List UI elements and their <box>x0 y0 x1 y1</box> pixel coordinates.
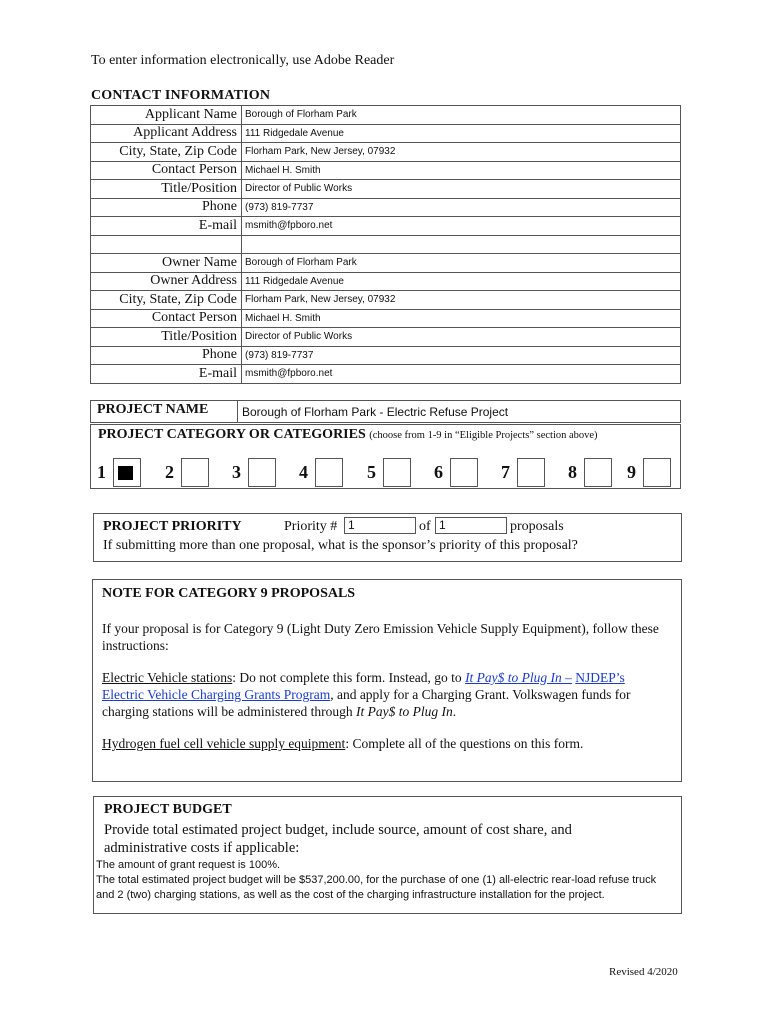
category-4-checkbox[interactable] <box>315 458 343 487</box>
priority-question: If submitting more than one proposal, what is the sponsor’s priority of this proposal? <box>103 538 578 553</box>
project-category-heading <box>98 427 598 443</box>
project-budget-instructions: Provide total estimated project budget, include source, amount of cost share, and administrative costs if applicable: <box>104 822 572 856</box>
ev-text: : Do not complete this form. Instead, go to <box>232 670 466 685</box>
contact-information-table <box>90 105 681 384</box>
project-priority-title: PROJECT PRIORITY <box>103 519 242 534</box>
table-row <box>91 272 681 291</box>
ev-text: . <box>452 704 457 719</box>
category-8-label: 8 <box>568 462 577 482</box>
category-5-label: 5 <box>367 462 376 482</box>
it-pays-to-plug-in-text: It Pay$ to Plug In <box>355 704 453 719</box>
contact-information-heading: CONTACT INFORMATION <box>91 88 271 103</box>
it-pays-to-plug-in-link[interactable]: It Pay$ to Plug In – <box>465 670 572 685</box>
category-7-label: 7 <box>501 462 510 482</box>
applicant-phone-field[interactable]: (973) 819-7737 <box>242 198 681 217</box>
table-row <box>91 198 681 217</box>
category-9-note-intro: If your proposal is for Category 9 (Light Duty Zero Emission Vehicle Supply Equipment), follow these instructions: <box>102 621 659 653</box>
njdep-charging-grants-link[interactable]: NJDEP’s Electric Vehicle Charging Grants Program <box>102 670 625 702</box>
category-6-checkbox[interactable] <box>450 458 478 487</box>
applicant-city-state-zip-field[interactable]: Florham Park, New Jersey, 07932 <box>242 143 681 162</box>
category-9-label: 9 <box>627 462 636 482</box>
owner-name-label: Owner Name <box>91 254 242 273</box>
category-3-label: 3 <box>232 462 241 482</box>
spacer-label-cell <box>91 235 242 254</box>
project-name-field[interactable]: Borough of Florham Park - Electric Refuse Project <box>242 405 509 419</box>
applicant-title-field[interactable]: Director of Public Works <box>242 180 681 199</box>
divider <box>237 400 238 423</box>
applicant-phone-label: Phone <box>91 198 242 217</box>
category-7-checkbox[interactable] <box>517 458 545 487</box>
category-1-checkbox[interactable] <box>113 458 141 487</box>
category-5-checkbox[interactable] <box>383 458 411 487</box>
owner-address-label: Owner Address <box>91 272 242 291</box>
owner-city-state-zip-field[interactable]: Florham Park, New Jersey, 07932 <box>242 291 681 310</box>
project-budget-field[interactable] <box>96 858 676 903</box>
revision-date: Revised 4/2020 <box>609 966 678 978</box>
project-category-title: PROJECT CATEGORY OR CATEGORIES <box>98 427 366 442</box>
owner-address-field[interactable]: 111 Ridgedale Avenue <box>242 272 681 291</box>
table-row <box>91 180 681 199</box>
of-label: of <box>419 519 431 534</box>
table-row <box>91 124 681 143</box>
owner-email-field[interactable]: msmith@fpboro.net <box>242 365 681 384</box>
owner-city-state-zip-label: City, State, Zip Code <box>91 291 242 310</box>
project-budget-title: PROJECT BUDGET <box>104 802 232 817</box>
hydrogen-paragraph <box>102 735 662 752</box>
category-2-checkbox[interactable] <box>181 458 209 487</box>
table-row <box>91 106 681 125</box>
ev-text: , and apply for a Charging Grant. Volkswagen funds for charging stations will be administered through <box>102 687 631 719</box>
category-3-checkbox[interactable] <box>248 458 276 487</box>
spacer-value-cell <box>242 235 681 254</box>
applicant-address-label: Applicant Address <box>91 124 242 143</box>
project-category-note: (choose from 1-9 in “Eligible Projects” section above) <box>369 430 598 441</box>
electric-vehicle-label: Electric Vehicle stations <box>102 670 233 685</box>
owner-contact-person-field[interactable]: Michael H. Smith <box>242 309 681 328</box>
owner-phone-label: Phone <box>91 346 242 365</box>
applicant-email-field[interactable]: msmith@fpboro.net <box>242 217 681 236</box>
total-proposals-field[interactable]: 1 <box>435 517 507 534</box>
applicant-name-label: Applicant Name <box>91 106 242 125</box>
electric-vehicle-paragraph <box>102 669 662 720</box>
budget-line: The amount of grant request is 100%. <box>96 859 281 871</box>
category-9-note-title: NOTE FOR CATEGORY 9 PROPOSALS <box>102 586 356 601</box>
project-name-label: PROJECT NAME <box>97 402 209 417</box>
owner-name-field[interactable]: Borough of Florham Park <box>242 254 681 273</box>
table-row <box>91 309 681 328</box>
category-8-checkbox[interactable] <box>584 458 612 487</box>
owner-title-field[interactable]: Director of Public Works <box>242 328 681 347</box>
owner-contact-person-label: Contact Person <box>91 309 242 328</box>
hydrogen-text: : Complete all of the questions on this form. <box>345 736 584 751</box>
table-row <box>91 217 681 236</box>
table-row <box>91 161 681 180</box>
applicant-city-state-zip-label: City, State, Zip Code <box>91 143 242 162</box>
table-row <box>91 365 681 384</box>
category-2-label: 2 <box>165 462 174 482</box>
category-checkbox-fill <box>118 466 133 480</box>
electronic-entry-note: To enter information electronically, use Adobe Reader <box>91 53 395 68</box>
table-row <box>91 291 681 310</box>
category-1-label: 1 <box>97 462 106 482</box>
spacer-row <box>91 235 681 254</box>
category-6-label: 6 <box>434 462 443 482</box>
applicant-contact-person-field[interactable]: Michael H. Smith <box>242 161 681 180</box>
hydrogen-label: Hydrogen fuel cell vehicle supply equipment <box>102 736 346 751</box>
table-row <box>91 328 681 347</box>
budget-line: The total estimated project budget will be $537,200.00, for the purchase of one (1) all-electric rear-load refuse truck and 2 (two) charging stations, as well as the cost of the charging infrastructure installation for the project. <box>96 874 657 901</box>
table-row <box>91 254 681 273</box>
applicant-name-field[interactable]: Borough of Florham Park <box>242 106 681 125</box>
priority-number-label: Priority # <box>284 519 338 534</box>
table-row <box>91 143 681 162</box>
applicant-email-label: E-mail <box>91 217 242 236</box>
applicant-address-field[interactable]: 111 Ridgedale Avenue <box>242 124 681 143</box>
owner-title-label: Title/Position <box>91 328 242 347</box>
applicant-contact-person-label: Contact Person <box>91 161 242 180</box>
table-row <box>91 346 681 365</box>
applicant-title-label: Title/Position <box>91 180 242 199</box>
proposals-label: proposals <box>510 519 564 534</box>
owner-email-label: E-mail <box>91 365 242 384</box>
category-9-checkbox[interactable] <box>643 458 671 487</box>
priority-number-field[interactable]: 1 <box>344 517 416 534</box>
owner-phone-field[interactable]: (973) 819-7737 <box>242 346 681 365</box>
category-4-label: 4 <box>299 462 308 482</box>
